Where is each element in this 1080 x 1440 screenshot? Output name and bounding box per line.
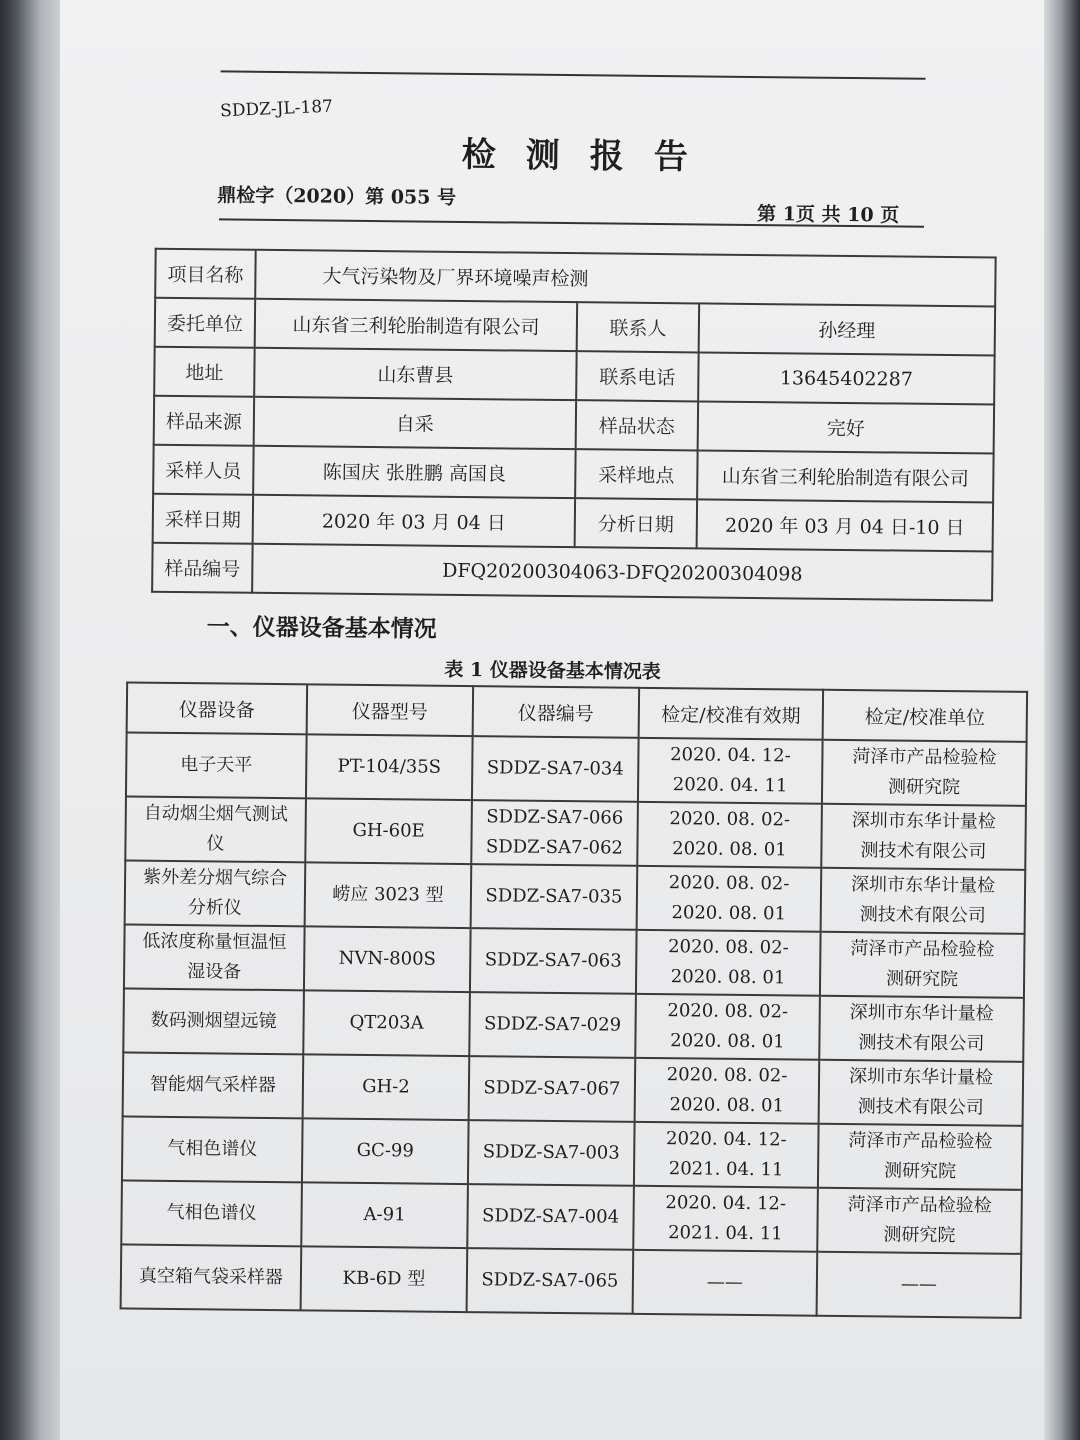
client-value: 山东省三利轮胎制造有限公司 [255,299,577,351]
info-row-source [154,396,994,454]
section-heading: 一、仪器设备基本情况 [206,613,437,643]
sampler-label: 采样人员 [153,445,254,495]
valid-end: 2020. 08. 01 [669,1094,785,1117]
header-equipment: 仪器设备 [127,682,308,734]
equipment-model: GH-2 [303,1054,470,1120]
equipment-model: GH-60E [305,798,472,864]
address-label: 地址 [154,347,255,397]
equipment-name: 真空箱气袋采样器 [121,1244,302,1310]
header-validity: 检定/校准有效期 [639,688,824,740]
equipment-model: KB-6D 型 [301,1246,468,1312]
unit-line-2: 测研究院 [883,1224,956,1247]
equipment-name: 数码测烟望远镜 [123,988,304,1054]
equipment-validity: —— [633,1250,818,1316]
equipment-model: A-91 [301,1182,468,1248]
unit-line-1: 菏泽市产品检验检 [852,746,997,769]
table-row [121,1180,1022,1253]
name-line-2: 分析仪 [187,897,242,919]
valid-end: 2020. 08. 01 [672,838,787,861]
equipment-unit [822,740,1027,806]
equipment-code: SDDZ-SA7-034 [472,736,639,802]
equipment-code: SDDZ-SA7-067 [469,1056,636,1122]
equipment-model: QT203A [303,990,470,1056]
equipment-validity [636,930,821,996]
equipment-unit: —— [817,1252,1022,1318]
table-row [125,796,1026,869]
report-number: 鼎检字（2020）第 055 号 [217,184,457,209]
equipment-code: SDDZ-SA7-063 [470,928,637,994]
equipment-validity [635,1058,820,1124]
unit-line-1: 深圳市东华计量检 [848,1066,994,1089]
equipment-unit [819,1060,1024,1126]
name-line-2: 湿设备 [187,961,242,983]
header-code: 仪器编号 [473,686,640,738]
analysis-date-value: 2020 年 03 月 04 日-10 日 [697,499,993,551]
unit-line-2: 测技术有限公司 [859,904,986,927]
name-line-1: 自动烟尘烟气测试 [143,802,288,826]
sample-no-label: 样品编号 [152,543,253,593]
valid-end: 2021. 04. 11 [668,1158,784,1181]
equipment-model: PT-104/35S [306,734,473,800]
equipment-validity [633,1186,818,1252]
equipment-unit [820,932,1025,998]
valid-start: 2020. 04. 12- [670,744,791,767]
header-model: 仪器型号 [307,684,474,736]
name-line-2: 仪 [206,833,225,855]
valid-end: 2020. 08. 01 [671,902,787,925]
unit-line-1: 深圳市东华计量检 [850,874,996,897]
info-row-client [155,298,995,356]
valid-start: 2020. 04. 12- [666,1128,787,1151]
unit-line-1: 菏泽市产品检验检 [850,938,995,961]
code-line-2: SDDZ-SA7-062 [485,836,624,859]
page-info: 第 1页 共 10 页 [756,203,900,227]
equipment-name: 气相色谱仪 [121,1180,302,1246]
valid-end: 2020. 04. 11 [672,774,788,797]
site-value: 山东省三利轮胎制造有限公司 [697,450,993,502]
top-rule [221,70,926,79]
valid-start: 2020. 08. 02- [668,872,790,895]
doc-code: SDDZ-JL-187 [219,96,334,122]
analysis-date-label: 分析日期 [575,498,698,548]
equipment-name [124,924,305,990]
table-row [121,1244,1022,1317]
unit-line-1: 菏泽市产品检验检 [848,1130,993,1153]
equipment-code: SDDZ-SA7-035 [471,864,638,930]
equipment-unit [821,804,1026,870]
unit-line-2: 测研究院 [885,968,959,991]
contact-label: 联系人 [577,302,700,352]
unit-line-1: 深圳市东华计量检 [851,810,996,833]
state-value: 完好 [698,401,994,453]
contact-value: 孙经理 [699,303,995,355]
valid-end: 2020. 08. 01 [670,1030,785,1053]
valid-start: 2020. 04. 12- [665,1192,787,1215]
phone-value: 13645402287 [698,352,994,404]
unit-line-2: 测技术有限公司 [857,1096,984,1119]
equipment-code: SDDZ-SA7-004 [467,1184,634,1250]
equipment-validity [634,1122,819,1188]
source-label: 样品来源 [154,396,255,446]
unit-line-1: 菏泽市产品检验检 [847,1194,992,1217]
equipment-name [125,860,306,926]
source-value: 自采 [254,397,576,449]
table-row [122,1116,1023,1189]
unit-line-2: 测研究院 [883,1160,957,1183]
equipment-code: SDDZ-SA7-029 [469,992,636,1058]
equipment-validity [637,866,822,932]
table-row [123,1052,1024,1125]
sample-date-value: 2020 年 03 月 04 日 [253,495,575,547]
unit-line-1: 深圳市东华计量检 [849,1002,994,1025]
equipment-name [125,796,306,862]
valid-start: 2020. 08. 02- [667,1000,789,1023]
equipment-validity [637,802,822,868]
equipment-code: SDDZ-SA7-065 [467,1248,634,1314]
info-row-project [155,249,995,307]
equipment-name: 智能烟气采样器 [123,1052,304,1118]
equipment-model: GC-99 [302,1118,469,1184]
table-caption: 表 1 仪器设备基本情况表 [444,658,661,684]
unit-line-2: 测研究院 [887,776,961,799]
client-label: 委托单位 [155,298,256,348]
project-label: 项目名称 [155,249,256,299]
equipment-name: 电子天平 [126,732,307,798]
table-row [124,924,1025,997]
sample-date-label: 采样日期 [153,494,254,544]
site-label: 采样地点 [575,449,698,499]
valid-start: 2020. 08. 02- [669,808,791,831]
equipment-validity [635,994,820,1060]
valid-end: 2021. 04. 11 [668,1222,783,1245]
equipment-unit [818,1124,1023,1190]
code-line-1: SDDZ-SA7-066 [486,806,624,829]
equipment-model: 崂应 3023 型 [305,862,472,928]
state-label: 样品状态 [576,400,699,450]
equipment-code: SDDZ-SA7-003 [468,1120,635,1186]
unit-line-2: 测技术有限公司 [858,1032,985,1055]
table-row [126,732,1027,805]
equipment-unit [821,868,1026,934]
valid-end: 2020. 08. 01 [670,966,786,989]
project-value: 大气污染物及厂界环境噪声检测 [255,250,995,307]
report-info-table [151,248,997,602]
equipment-model: NVN-800S [304,926,471,992]
valid-start: 2020. 08. 02- [666,1064,788,1087]
equipment-validity [638,738,823,804]
equipment-code [471,800,638,866]
phone-label: 联系电话 [576,351,699,401]
sampler-value: 陈国庆 张胜鹏 高国良 [253,446,575,498]
report-title: 检测报告 [461,134,718,178]
info-row-dates [153,494,993,552]
info-row-sample-no [152,543,992,601]
address-value: 山东曹县 [254,348,576,400]
name-line-1: 低浓度称量恒温恒 [142,930,287,954]
name-line-1: 紫外差分烟气综合 [143,866,288,890]
header-unit: 检定/校准单位 [823,690,1028,742]
table-row [125,860,1026,933]
equipment-unit [819,996,1024,1062]
info-row-address [154,347,994,405]
table-row [123,988,1024,1061]
equipment-name: 气相色谱仪 [122,1116,303,1182]
unit-line-2: 测技术有限公司 [860,840,987,863]
equipment-unit [817,1188,1022,1254]
sample-no-value: DFQ20200304063-DFQ20200304098 [252,544,992,601]
equipment-table [120,681,1029,1318]
valid-start: 2020. 08. 02- [668,936,789,959]
info-row-sampler [153,445,993,503]
